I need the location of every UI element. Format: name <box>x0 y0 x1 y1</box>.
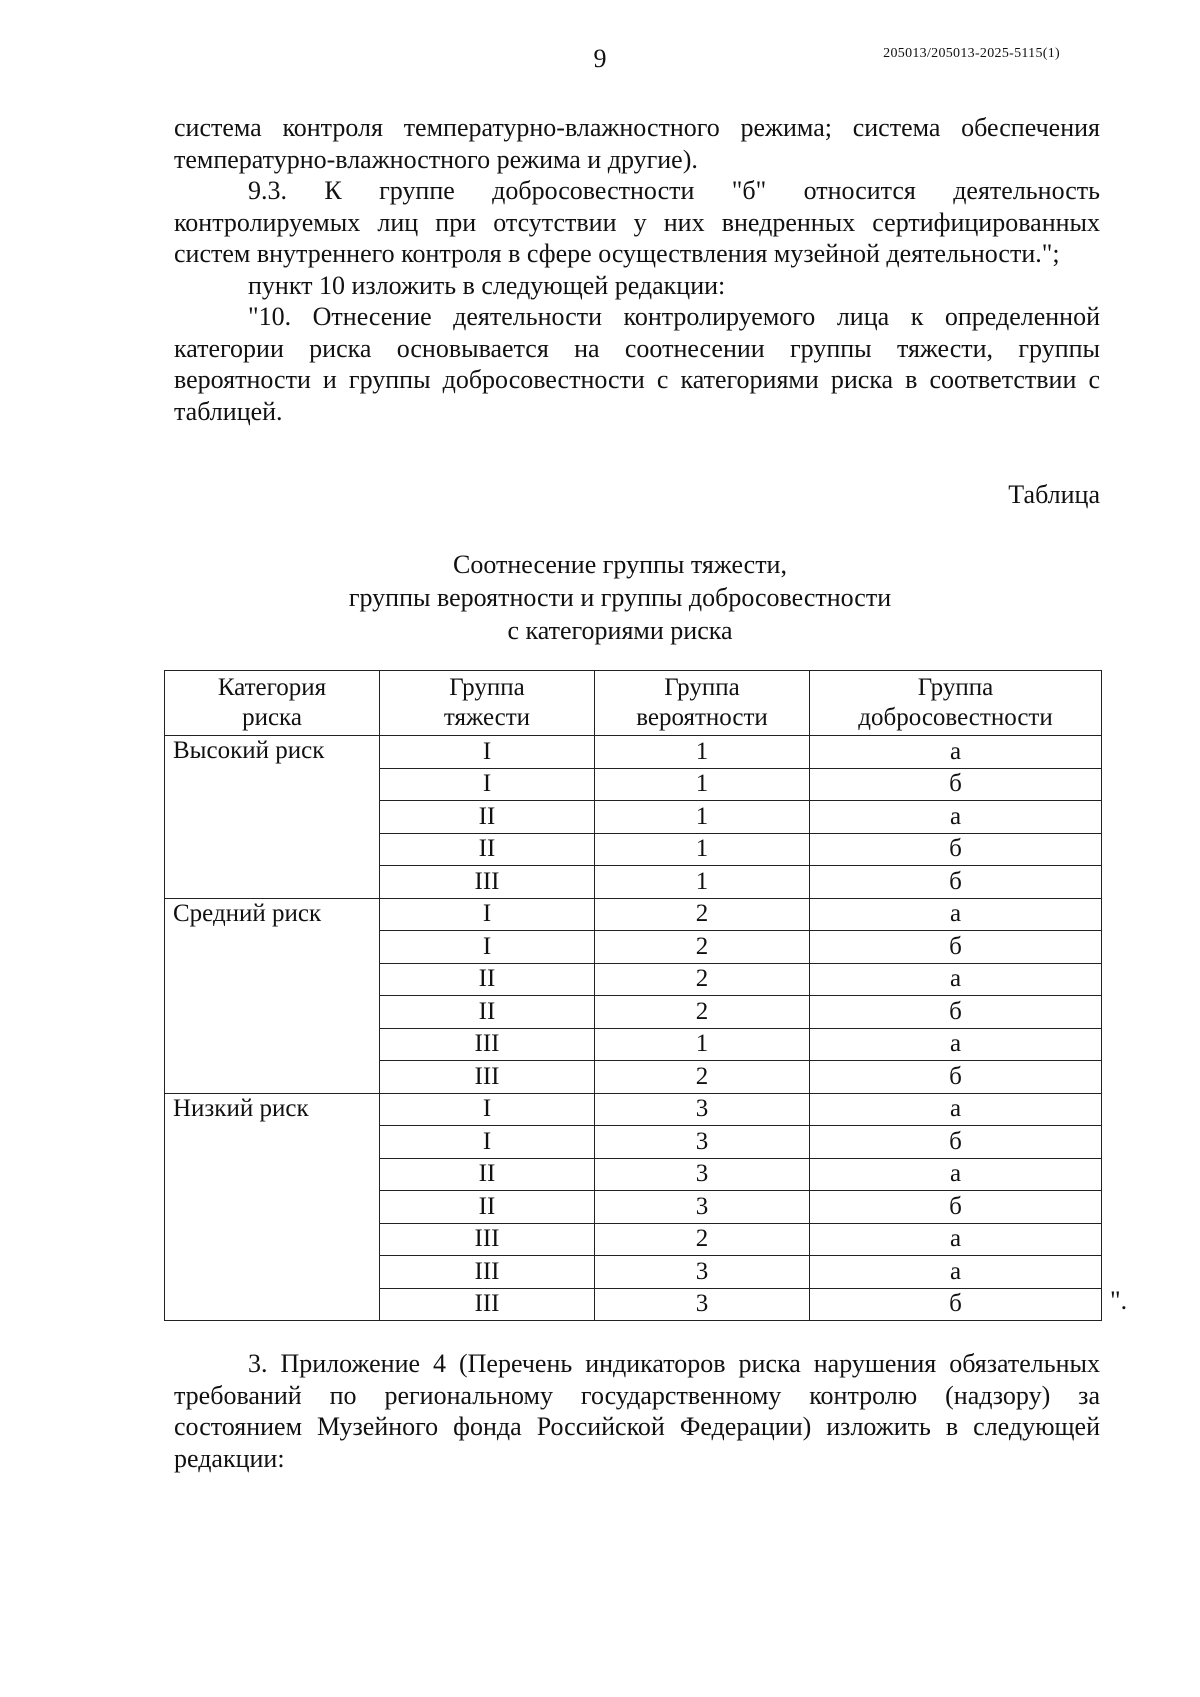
table-row <box>165 1093 1102 1126</box>
cell-severity: III <box>380 1288 595 1321</box>
body-text <box>174 112 1100 427</box>
table-closing-quote: ". <box>1110 1286 1128 1315</box>
table-title-line-1: Соотнесение группы тяжести, <box>453 550 787 579</box>
cell-severity: I <box>380 768 595 801</box>
cell-probability: 2 <box>595 1061 810 1094</box>
cell-probability: 1 <box>595 768 810 801</box>
cell-severity: III <box>380 866 595 899</box>
cell-integrity: б <box>810 931 1102 964</box>
cell-probability: 1 <box>595 833 810 866</box>
cell-severity: II <box>380 1158 595 1191</box>
table-title-line-2: группы вероятности и группы добросовестности <box>348 583 892 612</box>
header-category <box>165 671 380 736</box>
page-number: 9 <box>593 44 607 73</box>
table-row <box>165 736 1102 769</box>
section-3-paragraph: 3. Приложение 4 (Перечень индикаторов риска нарушения обязательных требований по региональному государственному контролю (надзору) за состоянием Музейного фонда Российской Федерации) изложить в следующей редакции: <box>174 1349 1100 1473</box>
risk-table <box>164 670 1102 1321</box>
cell-integrity: б <box>810 996 1102 1029</box>
cell-probability: 2 <box>595 931 810 964</box>
header-integrity <box>810 671 1102 736</box>
header-probability <box>595 671 810 736</box>
cell-probability: 1 <box>595 801 810 834</box>
header-integrity-line-2: добросовестности <box>858 704 1053 731</box>
cell-severity: I <box>380 898 595 931</box>
cell-integrity: б <box>810 768 1102 801</box>
paragraph-10: "10. Отнесение деятельности контролируемого лица к определенной категории риска основывается на соотнесении группы тяжести, группы вероятности и группы добросовестности с категориями риска в соответствии с таблицей. <box>174 302 1100 426</box>
cell-risk-category: Высокий риск <box>165 736 380 899</box>
cell-probability: 3 <box>595 1158 810 1191</box>
cell-integrity: б <box>810 1191 1102 1224</box>
cell-probability: 3 <box>595 1256 810 1289</box>
cell-integrity: а <box>810 801 1102 834</box>
cell-severity: III <box>380 1061 595 1094</box>
cell-integrity: б <box>810 1061 1102 1094</box>
table-title-line-3: с категориями риска <box>507 616 733 645</box>
table-label: Таблица <box>1008 480 1100 509</box>
cell-integrity: а <box>810 1223 1102 1256</box>
cell-risk-category: Средний риск <box>165 898 380 1093</box>
cell-severity: III <box>380 1256 595 1289</box>
cell-probability: 3 <box>595 1191 810 1224</box>
cell-integrity: б <box>810 1126 1102 1159</box>
cell-severity: I <box>380 1126 595 1159</box>
cell-integrity: а <box>810 963 1102 996</box>
cell-integrity: б <box>810 1288 1102 1321</box>
header-integrity-line-1: Группа <box>917 674 994 701</box>
cell-integrity: а <box>810 1028 1102 1061</box>
header-probability-line-2: вероятности <box>636 704 768 731</box>
cell-integrity: б <box>810 866 1102 899</box>
cell-integrity: а <box>810 1158 1102 1191</box>
cell-integrity: а <box>810 898 1102 931</box>
header-probability-line-1: Группа <box>664 674 740 701</box>
cell-probability: 2 <box>595 996 810 1029</box>
header-category-line-2: риска <box>242 704 302 731</box>
cell-probability: 3 <box>595 1093 810 1126</box>
cell-severity: II <box>380 996 595 1029</box>
cell-integrity: а <box>810 736 1102 769</box>
cell-severity: III <box>380 1028 595 1061</box>
cell-probability: 2 <box>595 898 810 931</box>
cell-probability: 2 <box>595 1223 810 1256</box>
cell-severity: II <box>380 833 595 866</box>
cell-probability: 1 <box>595 736 810 769</box>
cell-integrity: а <box>810 1093 1102 1126</box>
header-severity-line-2: тяжести <box>443 704 531 731</box>
paragraph-amendment-intro: пункт 10 изложить в следующей редакции: <box>248 270 726 300</box>
table-title <box>300 548 940 647</box>
cell-severity: II <box>380 801 595 834</box>
risk-table-body <box>165 736 1102 1321</box>
cell-severity: I <box>380 931 595 964</box>
cell-risk-category: Низкий риск <box>165 1093 380 1321</box>
table-row <box>165 898 1102 931</box>
cell-probability: 2 <box>595 963 810 996</box>
document-id: 205013/205013-2025-5115(1) <box>883 46 1060 61</box>
cell-integrity: б <box>810 833 1102 866</box>
cell-severity: III <box>380 1223 595 1256</box>
cell-severity: II <box>380 1191 595 1224</box>
paragraph-9-3: 9.3. К группе добросовестности "б" относится деятельность контролируемых лиц при отсутствии у них внедренных сертифицированных систем внутреннего контроля в сфере осуществления музейной деятельности."; <box>174 176 1100 268</box>
table-header-row <box>165 671 1102 736</box>
cell-severity: I <box>380 736 595 769</box>
cell-integrity: а <box>810 1256 1102 1289</box>
cell-severity: I <box>380 1093 595 1126</box>
cell-probability: 1 <box>595 1028 810 1061</box>
header-category-line-1: Категория <box>217 674 327 701</box>
cell-probability: 3 <box>595 1126 810 1159</box>
paragraph-1: система контроля температурно-влажностного режима; система обеспечения температурно-влажностного режима и другие). <box>174 113 1100 174</box>
header-severity-line-1: Группа <box>449 674 525 701</box>
cell-severity: II <box>380 963 595 996</box>
header-severity <box>380 671 595 736</box>
cell-probability: 1 <box>595 866 810 899</box>
cell-probability: 3 <box>595 1288 810 1321</box>
